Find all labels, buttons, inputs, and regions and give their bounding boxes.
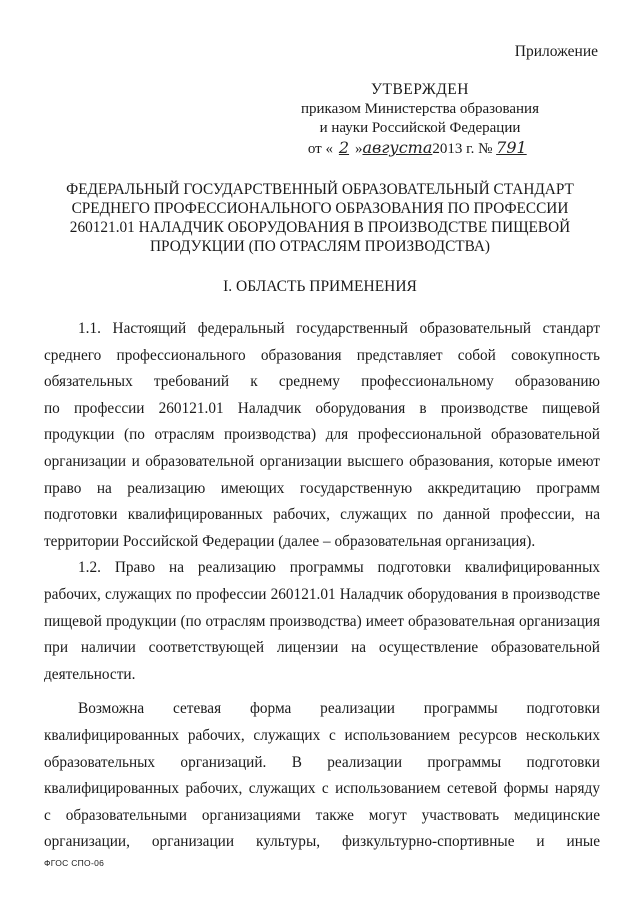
paragraph-gap [44,688,600,696]
text-line: среднего профессионального образования представляет собой совокупность [44,346,600,364]
approval-title: УТВЕРЖДЕН [371,81,469,98]
handwritten-order-number: 791 [496,138,527,157]
appendix-label: Приложение [514,43,598,60]
paragraph-network-form [44,696,600,856]
approval-line-2: и науки Российской Федерации [319,120,521,136]
title-line: 260121.01 НАЛАДЧИК ОБОРУДОВАНИЯ В ПРОИЗВОДСТВЕ ПИЩЕВОЙ [69,219,571,236]
text-line: по профессии 260121.01 Наладчик оборудования в производстве пищевой [44,399,600,417]
text-line: рабочих, служащих по профессии 260121.01 Наладчик оборудования в производстве [44,585,600,603]
title-line: СРЕДНЕГО ПРОФЕССИОНАЛЬНОГО ОБРАЗОВАНИЯ ПО ПРОФЕССИИ [71,200,569,217]
handwritten-day: 2 [338,138,350,157]
text-line: квалифицированных рабочих, служащих с использованием ресурсов нескольких [44,726,600,744]
paragraph-1-1 [44,316,600,555]
text-line: Возможна сетевая форма реализации программы подготовки [78,700,600,718]
text-line: 1.1. Настоящий федеральный государственный образовательный стандарт [78,320,600,337]
date-prefix: от « [307,141,333,157]
approval-date-line [270,138,570,159]
footer-code: ФГОС СПО-06 [44,858,105,868]
text-line: квалифицированных рабочих, служащих с использованием сетевой формы наряду [44,780,600,798]
text-line: образовательных организаций. В реализации программы подготовки [44,753,600,771]
section-heading: I. ОБЛАСТЬ ПРИМЕНЕНИЯ [223,278,417,295]
text-line: продукции (по отраслям производства) для профессиональной образовательной [44,426,600,444]
date-mid: » [354,141,363,157]
text-line: организации, организации культуры, физкультурно-спортивные и иные [44,833,600,851]
text-line: деятельности. [44,665,136,683]
text-line: территории Российской Федерации (далее – образовательная организация). [44,532,536,550]
text-line: 1.2. Право на реализацию программы подготовки квалифицированных [78,559,600,577]
body-text [44,316,600,856]
text-line: пищевой продукции (по отраслям производства) имеет образовательная организация [44,612,600,630]
date-year: 2013 г. № [432,141,493,157]
approval-block [270,80,570,159]
text-line: право на реализацию имеющих государственную аккредитацию программ [44,479,600,497]
text-line: организации и образовательной организации высшего образования, которые имеют [44,452,600,470]
text-line: при наличии соответствующей лицензии на осуществление образовательной [44,639,600,657]
approval-line-1: приказом Министерства образования [301,101,539,117]
text-line: обязательных требований к среднему профессиональному образованию [44,373,600,391]
handwritten-month: августа [362,138,433,157]
document-title [40,180,600,256]
title-line: ФЕДЕРАЛЬНЫЙ ГОСУДАРСТВЕННЫЙ ОБРАЗОВАТЕЛЬНЫЙ СТАНДАРТ [66,181,574,198]
title-line: ПРОДУКЦИИ (ПО ОТРАСЛЯМ ПРОИЗВОДСТВА) [149,238,491,255]
text-line: с образовательными организациями также могут участвовать медицинские [44,806,600,824]
paragraph-1-2 [44,555,600,688]
text-line: подготовки квалифицированных рабочих, служащих по данной профессии, на [44,506,600,524]
